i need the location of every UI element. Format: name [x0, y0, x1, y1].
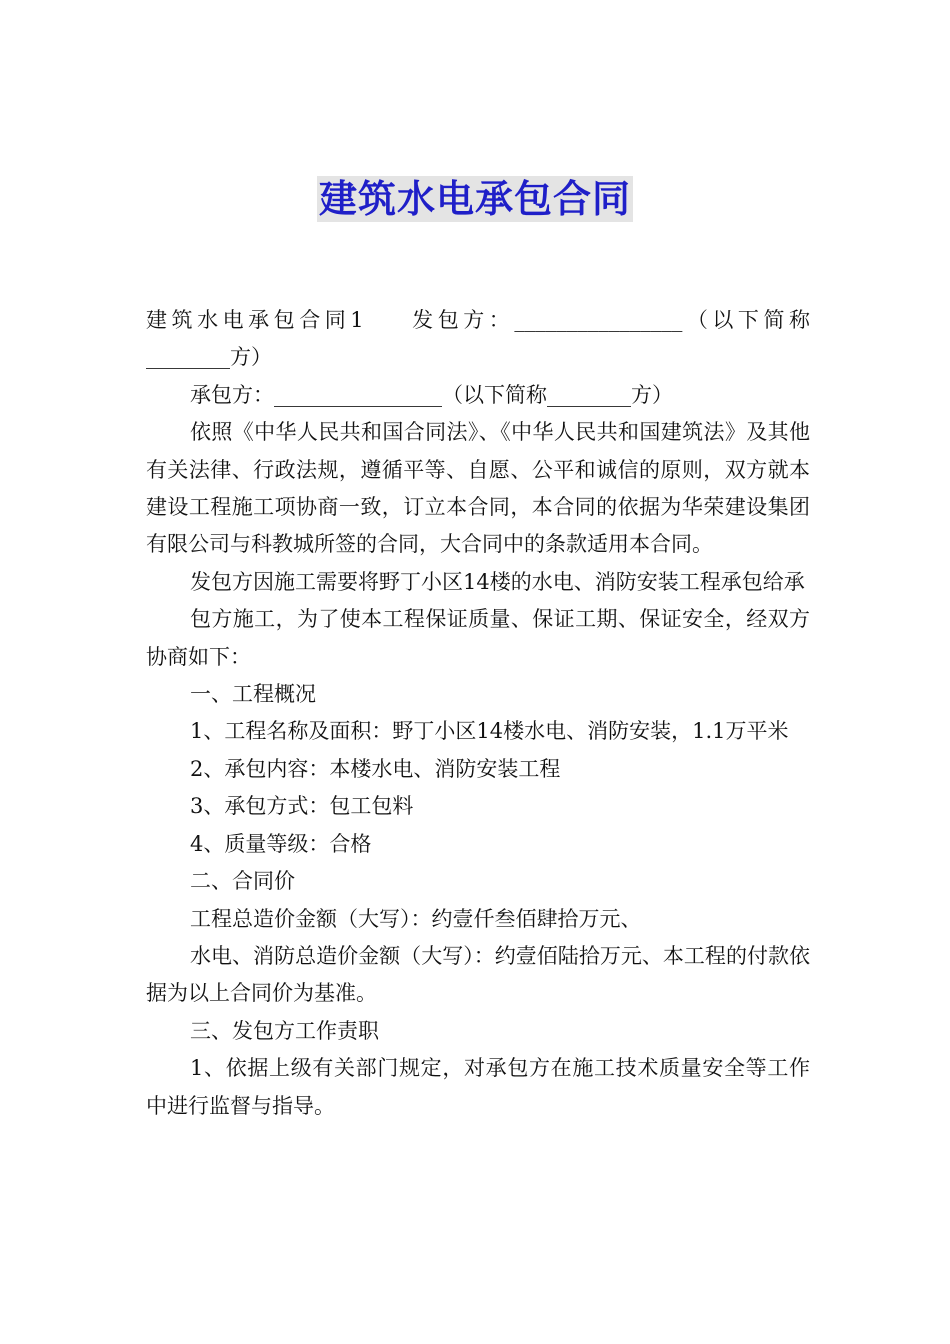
paragraph-water-price: 水电、消防总造价金额（大写）：约壹佰陆拾万元、本工程的付款依据为以上合同价为基准。 [146, 943, 810, 1006]
section-heading-duties: 三、发包方工作责职 [190, 1018, 379, 1043]
paragraph-total-price: 工程总造价金额（大写）：约壹仟叁佰肆拾万元、 [190, 906, 642, 931]
list-item-method: 3、承包方式：包工包料 [190, 794, 414, 819]
party-b-line: 承包方：________________（以下简称________方） [190, 382, 673, 407]
title-container [0, 176, 950, 222]
party-a-line: 发包方：________________（以下简称________方） [146, 308, 810, 370]
paragraph-purpose-2: 包方施工，为了使本工程保证质量、保证工期、保证安全，经双方协商如下： [146, 607, 810, 669]
list-item-scope: 2、承包内容：本楼水电、消防安装工程 [190, 756, 561, 781]
paragraph-intro [146, 302, 810, 377]
contract-heading-inline: 建筑水电承包合同1 [146, 308, 364, 332]
document-title: 建筑水电承包合同 [318, 177, 631, 221]
paragraph-legal-basis: 依照《中华人民共和国合同法》、《中华人民共和国建筑法》及其他有关法律、行政法规，遵循平等、自愿、公平和诚信的原则，双方就本建设工程施工项协商一致，订立本合同，本合同的依据为华荣建设集团有限公司与科教城所签的合同，大合同中的条款适用本合同。 [146, 420, 810, 557]
document-body [146, 302, 810, 1125]
list-item-duty-1: 1、依据上级有关部门规定，对承包方在施工技术质量安全等工作中进行监督与指导。 [146, 1056, 810, 1118]
list-item-quality: 4、质量等级：合格 [190, 831, 372, 856]
section-heading-price: 二、合同价 [190, 869, 295, 894]
paragraph-purpose-1: 发包方因施工需要将野丁小区14楼的水电、消防安装工程承包给承 [190, 569, 805, 594]
list-item-project-name: 1、工程名称及面积：野丁小区14楼水电、消防安装，1.1万平米 [190, 719, 789, 744]
section-heading-overview: 一、工程概况 [190, 682, 316, 707]
